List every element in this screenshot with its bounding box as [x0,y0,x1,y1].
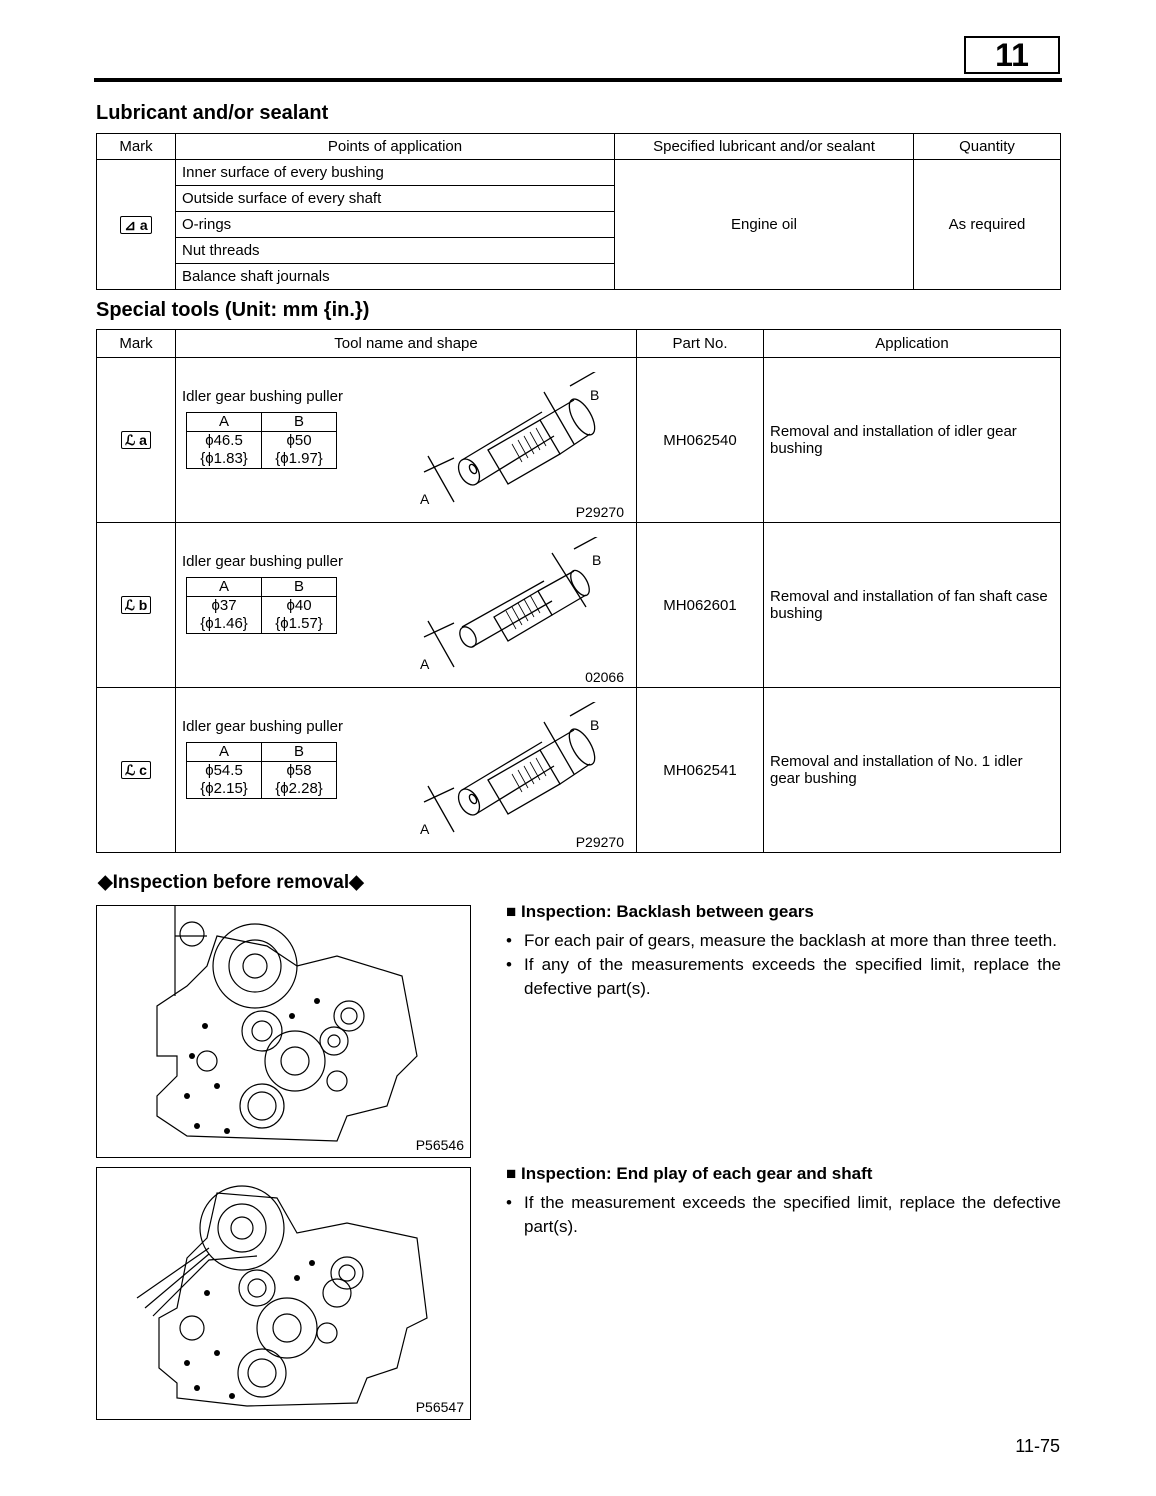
tool-name: Idler gear bushing puller [182,718,343,735]
figure-code: P56547 [415,1399,464,1415]
bullet-item: • For each pair of gears, measure the backlash at more than three teeth. [506,929,1061,953]
dimension-table: A B ϕ54.5 {ϕ2.15} ϕ58 {ϕ2.28} [186,742,337,799]
lubricant-quantity: As required [914,160,1061,290]
end-play-bullets [506,1191,1061,1239]
page-number: 11-75 [1015,1436,1060,1456]
tool-mark [97,688,176,853]
col-mark: Mark [97,330,176,358]
gear-train-drawing [97,1168,470,1419]
tools-table [96,329,1061,853]
wrench-icon: ℒ c [121,761,151,779]
dimension-table: A B ϕ37 {ϕ1.46} ϕ40 {ϕ1.57} [186,577,337,634]
point-item: Balance shaft journals [176,264,615,290]
wrench-icon: ℒ b [121,596,152,614]
svg-text:A: A [420,656,430,672]
col-tool-name: Tool name and shape [176,330,637,358]
tool-application: Removal and installation of fan shaft case bushing [764,523,1061,688]
tool-application: Removal and installation of No. 1 idler gear bushing [764,688,1061,853]
end-play-figure [96,1167,471,1420]
point-item: Inner surface of every bushing [176,160,615,186]
part-number: MH062540 [637,358,764,523]
bushing-puller-drawing [414,372,614,512]
lubricant-mark [97,160,176,290]
tool-name: Idler gear bushing puller [182,553,343,570]
gear-train-drawing [97,906,470,1157]
backlash-bullets [506,929,1061,1001]
point-item: O-rings [176,212,615,238]
point-item: Nut threads [176,238,615,264]
tool-row [97,688,1061,853]
tool-mark [97,358,176,523]
svg-text:A: A [420,491,430,507]
bushing-puller-drawing [414,702,614,842]
backlash-figure [96,905,471,1158]
svg-text:B: B [590,717,600,733]
figure-code: 02066 [585,669,624,685]
tool-row [97,358,1061,523]
figure-code: P56546 [415,1137,464,1153]
bullet-item: • If the measurement exceeds the specified limit, replace the defective part(s). [506,1191,1061,1239]
lubricant-name: Engine oil [615,160,914,290]
inspection-title: ◆Inspection before removal◆ [98,872,364,893]
col-quantity: Quantity [914,134,1061,160]
end-play-heading: ■ Inspection: End play of each gear and shaft [506,1164,873,1183]
point-item: Outside surface of every shaft [176,186,615,212]
col-mark: Mark [97,134,176,160]
col-application: Application [764,330,1061,358]
lubricant-title: Lubricant and/or sealant [96,102,329,124]
lubricant-table [96,133,1061,290]
oil-can-icon: ⊿ a [120,216,151,234]
tool-name: Idler gear bushing puller [182,388,343,405]
svg-text:A: A [420,821,430,837]
col-lubricant: Specified lubricant and/or sealant [615,134,914,160]
tool-mark [97,523,176,688]
backlash-heading: ■ Inspection: Backlash between gears [506,902,814,921]
tool-row [97,523,1061,688]
tool-shape-cell [176,358,637,523]
part-number: MH062541 [637,688,764,853]
figure-code: P29270 [575,834,624,850]
header-rule [94,78,1062,82]
bushing-puller-drawing [414,537,614,677]
tool-shape-cell [176,688,637,853]
wrench-icon: ℒ a [121,431,151,449]
bullet-item: • If any of the measurements exceeds the specified limit, replace the defective part(s). [506,953,1061,1001]
col-part-no: Part No. [637,330,764,358]
tool-shape-cell [176,523,637,688]
tool-application: Removal and installation of idler gear bushing [764,358,1061,523]
figure-code: P29270 [575,504,624,520]
svg-text:B: B [590,387,600,403]
chapter-number: 11 [964,36,1060,74]
part-number: MH062601 [637,523,764,688]
dimension-table: A B ϕ46.5 {ϕ1.83} ϕ50 {ϕ1.97} [186,412,337,469]
col-points: Points of application [176,134,615,160]
tools-title: Special tools (Unit: mm {in.}) [96,299,370,321]
svg-text:B: B [592,552,602,568]
